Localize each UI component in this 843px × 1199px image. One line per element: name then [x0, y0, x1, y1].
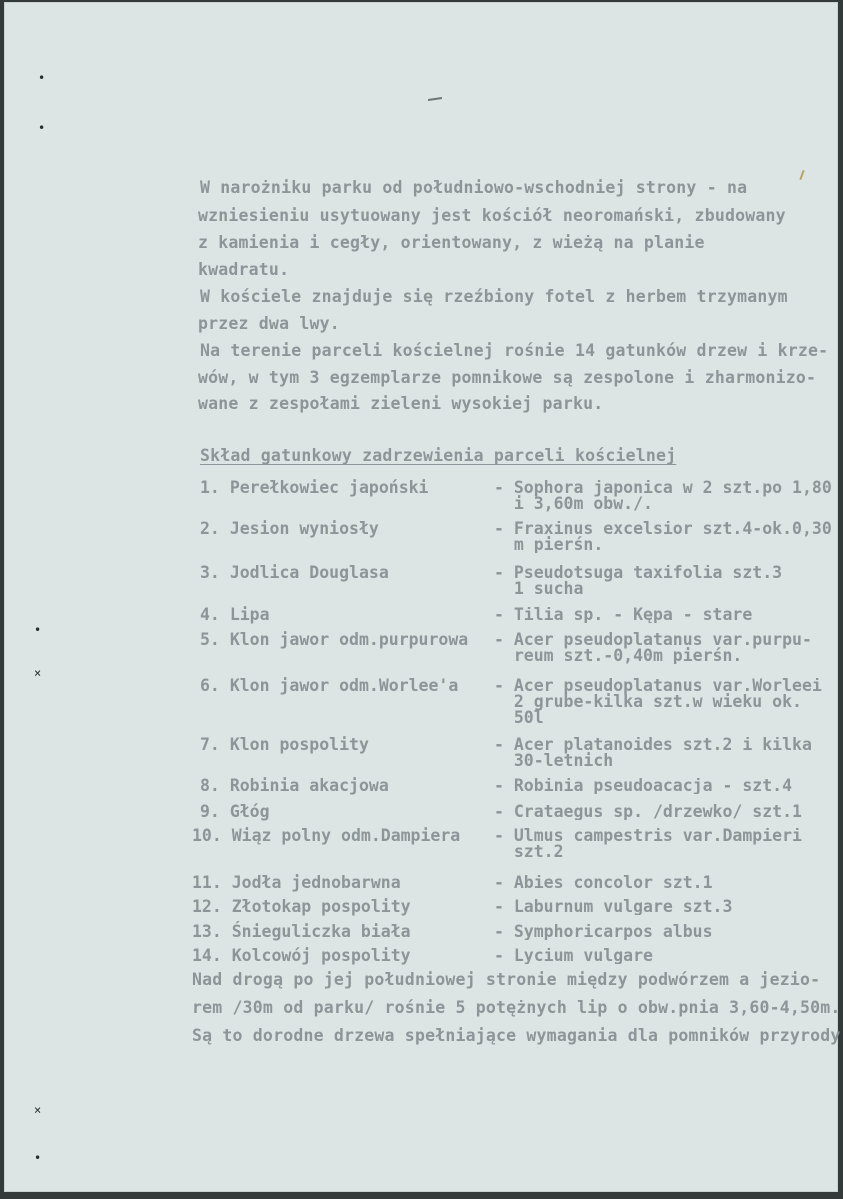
species-latin: - Ulmus campestris var.Dampieri szt.2: [494, 828, 802, 860]
paragraph-line: przez dwa lwy.: [198, 314, 340, 333]
species-latin: - Pseudotsuga taxifolia szt.3 1 sucha: [494, 565, 783, 597]
species-row: 11. Jodła jednobarwna: [192, 873, 401, 892]
species-latin: - Robinia pseudoacacja - szt.4: [494, 778, 793, 794]
margin-mark: •: [34, 1151, 42, 1165]
species-row: 5. Klon jawor odm.purpurowa: [200, 630, 469, 649]
paragraph-line: wów, w tym 3 egzemplarze pomnikowe są zespolone i zharmonizo-: [198, 368, 817, 387]
ink-tick: [799, 170, 804, 180]
species-row: 3. Jodlica Douglasa: [200, 563, 389, 582]
species-latin: - Fraxinus excelsior szt.4-ok.0,30 m pierśn.: [494, 521, 832, 553]
margin-mark: ×: [34, 1103, 42, 1117]
document-page: [4, 2, 841, 1192]
closing-line: Nad drogą po jej południowej stronie między podwórzem a jezio-: [192, 970, 821, 989]
species-row: 1. Perełkowiec japoński: [200, 478, 429, 497]
margin-mark: •: [34, 623, 42, 637]
closing-line: rem /30m od parku/ rośnie 5 potężnych lip o obw.pnia 3,60-4,50m.: [192, 998, 841, 1017]
paragraph-line: W narożniku parku od południowo-wschodniej strony - na: [200, 178, 748, 197]
paragraph-line: Na terenie parceli kościelnej rośnie 14 gatunków drzew i krze-: [200, 341, 829, 360]
species-latin: - Abies concolor szt.1: [494, 875, 713, 891]
species-row: 10. Wiąz polny odm.Dampiera: [192, 826, 461, 845]
species-row: 12. Złotokap pospolity: [192, 897, 411, 916]
species-row: 2. Jesion wyniosły: [200, 519, 379, 538]
species-row: 4. Lipa: [200, 605, 270, 624]
paragraph-line: kwadratu.: [198, 260, 290, 279]
species-row: 7. Klon pospolity: [200, 735, 369, 754]
species-latin: - Acer platanoides szt.2 i kilka 30-letnich: [494, 737, 812, 769]
species-latin: - Acer pseudoplatanus var.purpu- reum szt.-0,40m pierśn.: [494, 632, 812, 664]
species-latin: - Laburnum vulgare szt.3: [494, 899, 733, 915]
paragraph-line: z kamienia i cegły, orientowany, z wieżą na planie: [198, 233, 705, 252]
species-row: 9. Głóg: [200, 802, 270, 821]
species-row: 6. Klon jawor odm.Worlee'a: [200, 676, 459, 695]
closing-line: Są to dorodne drzewa spełniające wymagania dla pomników przyrody: [192, 1026, 841, 1045]
species-row: 8. Robinia akacjowa: [200, 776, 389, 795]
species-latin: - Sophora japonica w 2 szt.po 1,80 i 3,60m obw./.: [494, 480, 832, 512]
species-row: 13. Śnieguliczka biała: [192, 922, 411, 941]
species-latin: - Symphoricarpos albus: [494, 924, 713, 940]
species-latin: - Acer pseudoplatanus var.Worleei 2 grube-kilka szt.w wieku ok. 50l: [494, 678, 822, 726]
margin-mark: ×: [34, 666, 42, 680]
species-latin: - Lycium vulgare: [494, 948, 653, 964]
paragraph-line: wane z zespołami zieleni wysokiej parku.: [198, 394, 604, 413]
species-latin: - Crataegus sp. /drzewko/ szt.1: [494, 804, 802, 820]
species-row: 14. Kolcowój pospolity: [192, 946, 411, 965]
species-latin: - Tilia sp. - Kępa - stare: [494, 607, 753, 623]
paragraph-line: wzniesieniu usytuowany jest kościół neoromański, zbudowany: [198, 206, 786, 225]
margin-mark: •: [38, 71, 46, 85]
section-heading: Skład gatunkowy zadrzewienia parceli kościelnej: [200, 446, 677, 465]
paragraph-line: W kościele znajduje się rzeźbiony fotel z herbem trzymanym: [200, 287, 788, 306]
margin-mark: •: [38, 121, 46, 135]
ink-dash: [428, 97, 442, 101]
